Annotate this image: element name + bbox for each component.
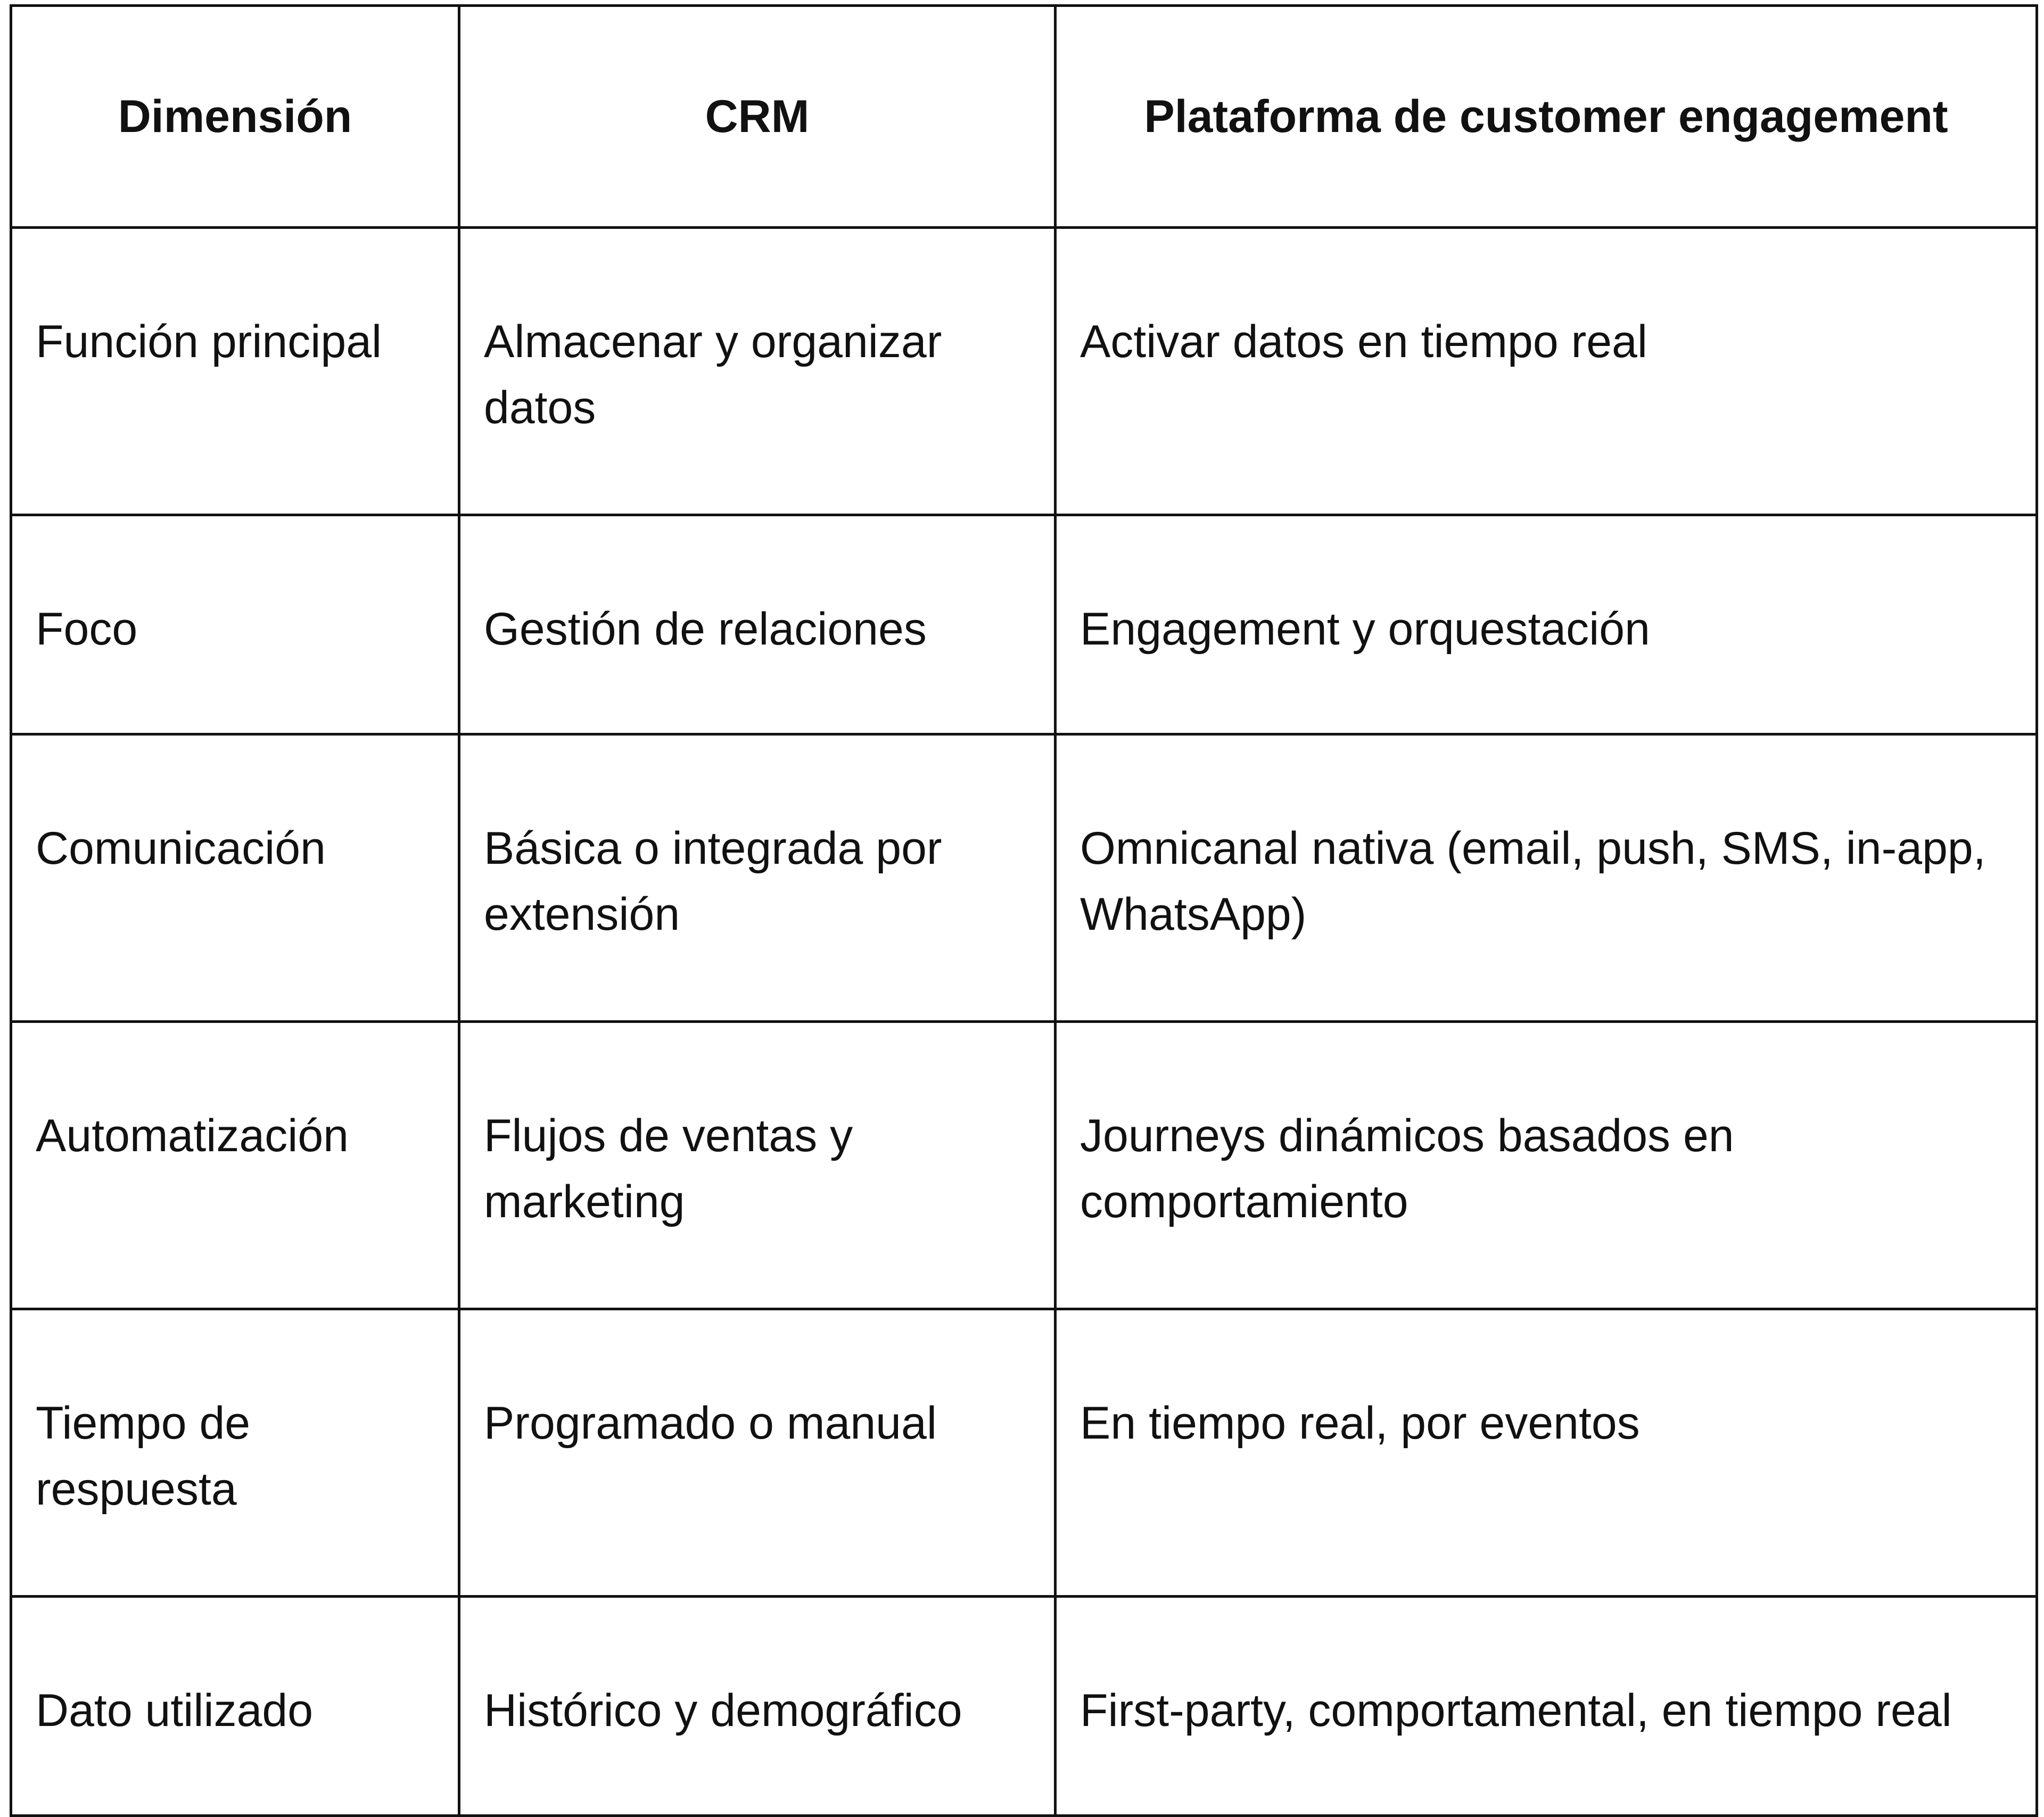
cell-crm: Básica o integrada por extensión (459, 734, 1056, 1022)
header-dimension: Dimensión (11, 6, 459, 228)
cell-engagement: First-party, comportamental, en tiempo real (1056, 1597, 2037, 1816)
comparison-table-container (10, 4, 2038, 1817)
table-row (11, 1597, 2037, 1816)
cell-engagement: En tiempo real, por eventos (1056, 1309, 2037, 1597)
cell-dimension: Tiempo de respuesta (11, 1309, 459, 1597)
header-crm: CRM (459, 6, 1056, 228)
comparison-table (10, 4, 2038, 1817)
cell-crm: Programado o manual (459, 1309, 1056, 1597)
table-row (11, 1022, 2037, 1309)
cell-dimension: Automatización (11, 1022, 459, 1309)
cell-engagement: Omnicanal nativa (email, push, SMS, in-app, WhatsApp) (1056, 734, 2037, 1022)
cell-crm: Flujos de ventas y marketing (459, 1022, 1056, 1309)
cell-crm: Gestión de relaciones (459, 515, 1056, 734)
cell-engagement: Activar datos en tiempo real (1056, 228, 2037, 515)
cell-dimension: Dato utilizado (11, 1597, 459, 1816)
header-engagement-platform: Plataforma de customer engagement (1056, 6, 2037, 228)
cell-engagement: Journeys dinámicos basados en comportamiento (1056, 1022, 2037, 1309)
table-row (11, 1309, 2037, 1597)
table-row (11, 734, 2037, 1022)
table-row (11, 515, 2037, 734)
table-header-row (11, 6, 2037, 228)
cell-dimension: Comunicación (11, 734, 459, 1022)
cell-dimension: Función principal (11, 228, 459, 515)
cell-engagement: Engagement y orquestación (1056, 515, 2037, 734)
cell-dimension: Foco (11, 515, 459, 734)
cell-crm: Histórico y demográfico (459, 1597, 1056, 1816)
table-row (11, 228, 2037, 515)
cell-crm: Almacenar y organizar datos (459, 228, 1056, 515)
